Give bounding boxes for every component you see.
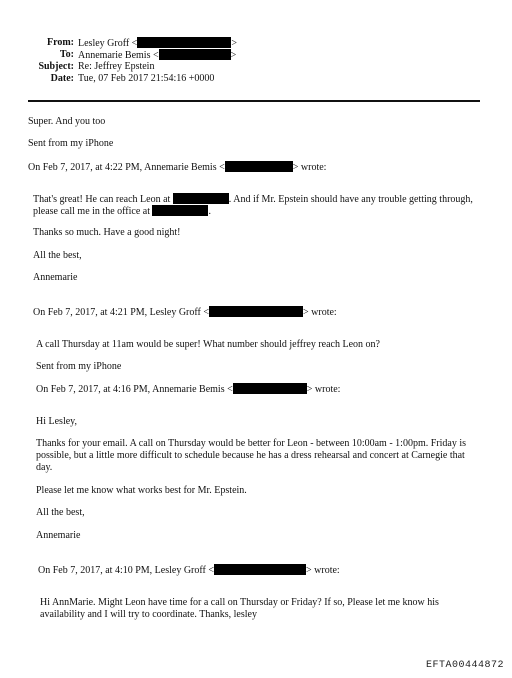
msg2-para1-line2 xyxy=(33,205,211,218)
bates-number: EFTA00444872 xyxy=(425,660,504,671)
msg4-para4: Annemarie xyxy=(36,530,81,541)
msg2-para4: Annemarie xyxy=(33,272,78,283)
msg4-para2: Please let me know what works best for Mr. Epstein. xyxy=(36,485,247,496)
date-label: Date: xyxy=(50,73,74,84)
msg1-line1: Super. And you too xyxy=(28,116,106,127)
msg4-para3: All the best, xyxy=(36,507,85,518)
redaction-box xyxy=(233,383,307,394)
redaction-box xyxy=(225,161,293,172)
msg1-line2: Sent from my iPhone xyxy=(28,138,114,149)
msg4-greeting: Hi Lesley, xyxy=(36,416,78,427)
from-name: Lesley Groff < xyxy=(78,38,138,49)
to-name: Annemarie Bemis < xyxy=(78,50,159,61)
msg5-line2: availability and I will try to coordinate. Thanks, lesley xyxy=(40,609,257,620)
redaction-box xyxy=(159,49,231,60)
msg3-para1: A call Thursday at 11am would be super! What number should jeffrey reach Leon on? xyxy=(36,339,380,350)
body-text: . And if Mr. Epstein should have any trouble getting through, xyxy=(228,194,473,205)
redaction-box xyxy=(214,564,306,575)
subject-value: Re: Jeffrey Epstein xyxy=(78,61,155,72)
redaction-box xyxy=(152,205,208,216)
attribution-suffix: > wrote: xyxy=(292,162,327,173)
attribution-suffix: > wrote: xyxy=(306,565,340,576)
attribution-text: On Feb 7, 2017, at 4:10 PM, Lesley Groff < xyxy=(38,565,214,576)
from-label: From: xyxy=(46,37,74,48)
msg4-body-line2: possible, but a little more difficult to schedule because he has a dress rehearsal and concert at Carnegie that xyxy=(36,450,465,461)
msg4-body-line1: Thanks for your email. A call on Thursday would be better for Leon - between 10:00am - 1:00pm. Friday is xyxy=(36,438,466,449)
redaction-box xyxy=(209,306,303,317)
date-value: Tue, 07 Feb 2017 21:54:16 +0000 xyxy=(78,73,215,84)
msg5-line1: Hi AnnMarie. Might Leon have time for a call on Thursday or Friday? If so, Please let me know his xyxy=(40,597,439,608)
msg3-attribution xyxy=(36,383,340,396)
attribution-suffix: > wrote: xyxy=(303,307,337,318)
header-divider xyxy=(28,100,480,102)
msg2-para3: All the best, xyxy=(33,250,82,261)
body-text: . xyxy=(208,206,211,217)
subject-label: Subject: xyxy=(38,61,74,72)
msg4-attribution xyxy=(38,564,340,577)
redaction-box xyxy=(173,193,229,204)
msg1-attribution xyxy=(28,161,326,174)
attribution-suffix: > wrote: xyxy=(306,384,341,395)
from-suffix: > xyxy=(231,38,237,49)
msg2-para2: Thanks so much. Have a good night! xyxy=(33,227,181,238)
attribution-text: On Feb 7, 2017, at 4:22 PM, Annemarie Bemis < xyxy=(28,162,225,173)
attribution-text: On Feb 7, 2017, at 4:16 PM, Annemarie Bemis < xyxy=(36,384,233,395)
msg2-attribution xyxy=(33,306,337,319)
body-text: please call me in the office at xyxy=(33,206,150,217)
body-text: That's great! He can reach Leon at xyxy=(33,194,171,205)
msg4-body-line3: day. xyxy=(36,462,53,473)
to-suffix: > xyxy=(230,50,237,61)
msg3-para2: Sent from my iPhone xyxy=(36,361,122,372)
redaction-box xyxy=(137,37,231,48)
attribution-text: On Feb 7, 2017, at 4:21 PM, Lesley Groff < xyxy=(33,307,209,318)
to-label: To: xyxy=(59,49,74,60)
